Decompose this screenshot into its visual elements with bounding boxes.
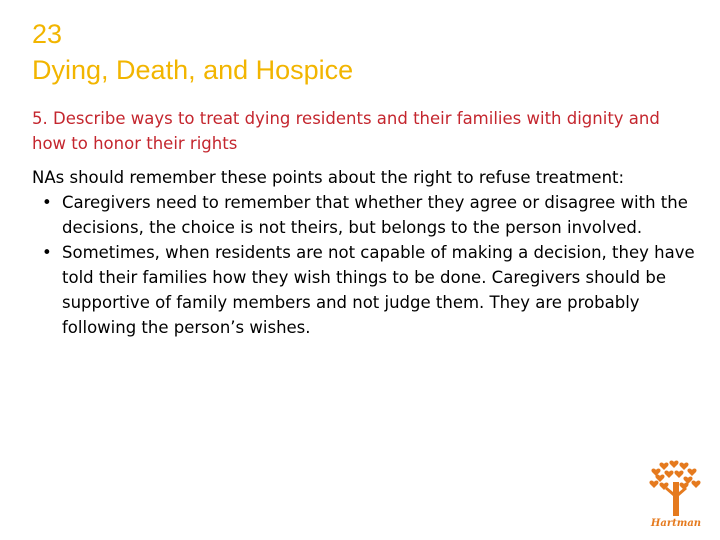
list-item: [32, 190, 697, 240]
slide-title: [32, 16, 353, 88]
heart-tree-icon: [644, 458, 708, 518]
bullet-icon: •: [42, 243, 52, 262]
list-item: [32, 240, 697, 340]
slide-body: [32, 165, 697, 340]
bullet-list: [32, 190, 697, 340]
intro-text: NAs should remember these points about the right to refuse treatment:: [32, 168, 625, 187]
bullet-text: Caregivers need to remember that whether they agree or disagree with the decisions, the choice is not theirs, but belongs to the person involved.: [62, 193, 688, 237]
hartman-logo: [644, 458, 708, 534]
bullet-icon: •: [42, 193, 52, 212]
bullet-text: Sometimes, when residents are not capable of making a decision, they have told their families how they wish things to be done. Caregivers should be supportive of family members and not judge them. They are probably following the person’s wishes.: [62, 243, 695, 337]
logo-wordmark: Hartman: [650, 518, 702, 529]
learning-objective: 5. Describe ways to treat dying residents and their families with dignity and how to honor their rights: [32, 109, 660, 153]
chapter-number: 23: [32, 19, 63, 49]
chapter-title: Dying, Death, and Hospice: [32, 55, 354, 85]
